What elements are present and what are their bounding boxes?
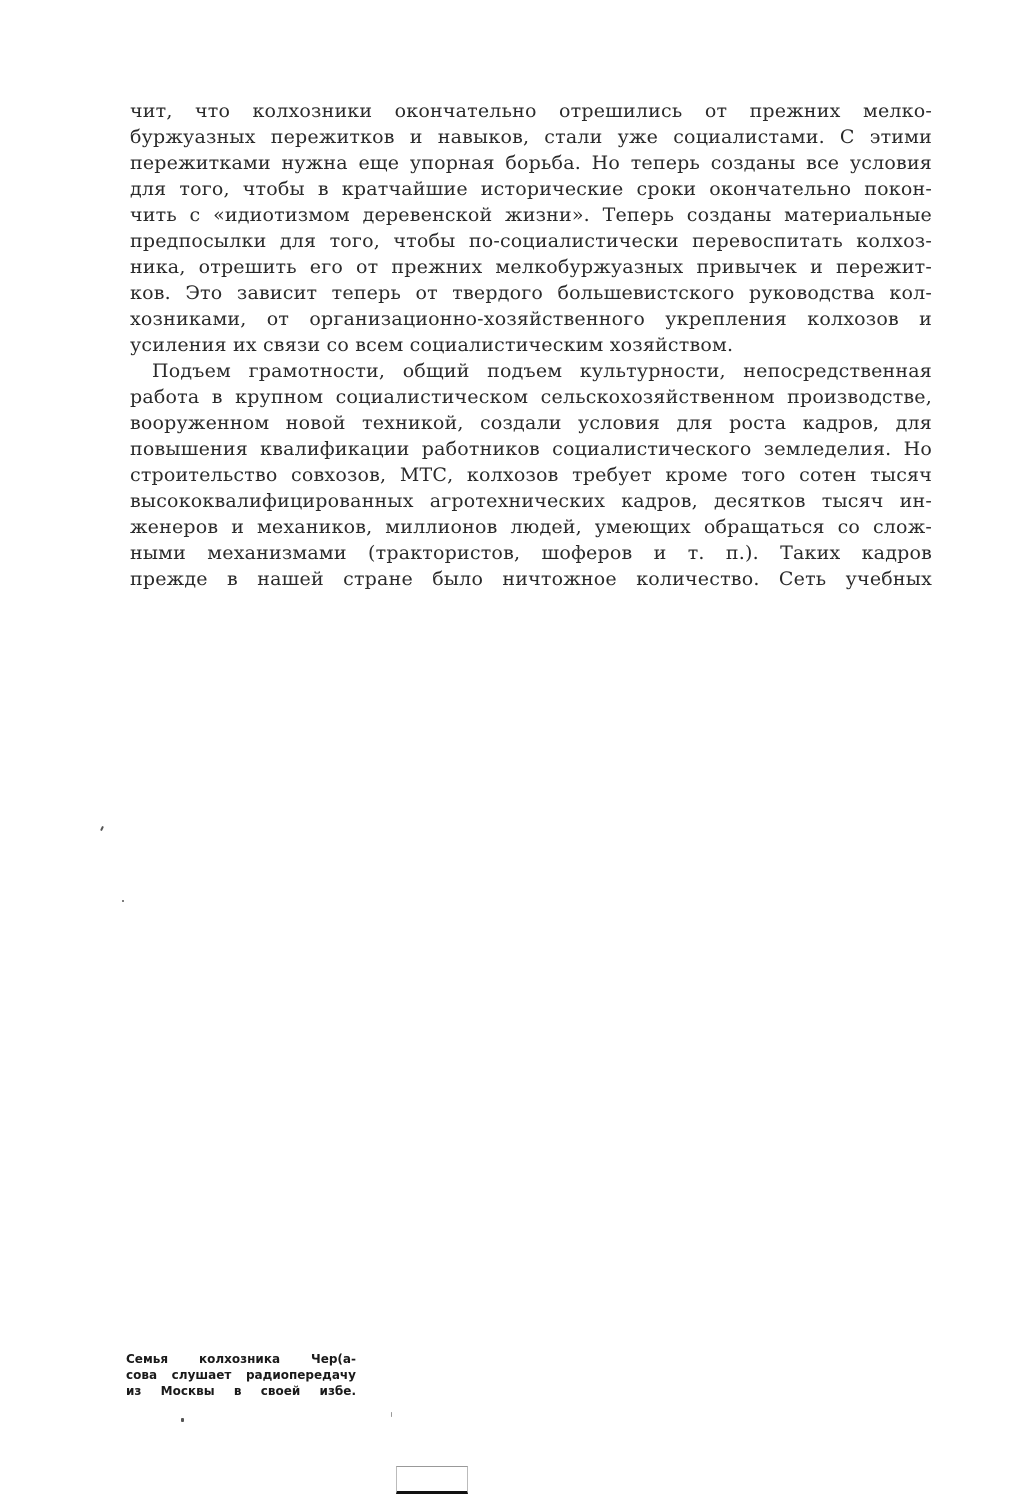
- paragraph-1: [130, 98, 932, 358]
- text-line: ника, отрешить его от прежних мелкобуржуазных привычек и пережит-: [130, 256, 932, 278]
- caption-line: из Москвы в своей избе.: [126, 1384, 356, 1398]
- text-line: чит, что колхозники окончательно отрешились от прежних мелко-: [130, 100, 932, 122]
- text-line: буржуазных пережитков и навыков, стали уже социалистами. С этими: [130, 126, 932, 148]
- text-line: повышения квалификации работников социалистического земледелия. Но: [130, 438, 932, 460]
- text-line: высококвалифицированных агротехнических кадров, десятков тысяч ин-: [130, 490, 932, 512]
- page-bottom-mark: [396, 1466, 468, 1494]
- text-line: работа в крупном социалистическом сельскохозяйственном производстве,: [130, 386, 932, 408]
- caption-line: Семья колхозника Чер(а-: [126, 1352, 356, 1366]
- text-line: для того, чтобы в кратчайшие исторические сроки окончательно покон-: [130, 178, 932, 200]
- text-line: пережитками нужна еще упорная борьба. Но теперь созданы все условия: [130, 152, 932, 174]
- text-line: чить с «идиотизмом деревенской жизни». Теперь созданы материальные: [130, 204, 932, 226]
- scan-speck: [391, 1412, 392, 1417]
- scan-speck: [100, 826, 104, 831]
- text-line: хозниками, от организационно-хозяйственного укрепления колхозов и: [130, 308, 932, 330]
- photo-caption: [126, 1351, 356, 1399]
- text-line: прежде в нашей стране было ничтожное количество. Сеть учебных: [130, 568, 932, 590]
- paragraph-2: [130, 358, 932, 592]
- text-line: усиления их связи со всем социалистическим хозяйством.: [130, 334, 734, 356]
- text-line: вооруженном новой техникой, создали условия для роста кадров, для: [130, 412, 932, 434]
- text-line: Подъем грамотности, общий подъем культурности, непосредственная: [152, 360, 932, 382]
- text-line: предпосылки для того, чтобы по-социалистически перевоспитать колхоз-: [130, 230, 932, 252]
- caption-line: сова слушает радиопередачу: [126, 1368, 356, 1382]
- scan-speck: [181, 1418, 184, 1422]
- text-line: строительство совхозов, МТС, колхозов требует кроме того сотен тысяч: [130, 464, 932, 486]
- body-text: [130, 98, 932, 592]
- scan-speck: [122, 900, 124, 902]
- text-line: ков. Это зависит теперь от твердого большевистского руководства кол-: [130, 282, 932, 304]
- text-line-indented: [130, 358, 932, 384]
- text-line: ными механизмами (трактористов, шоферов и т. п.). Таких кадров: [130, 542, 932, 564]
- text-line: женеров и механиков, миллионов людей, умеющих обращаться со слож-: [130, 516, 932, 538]
